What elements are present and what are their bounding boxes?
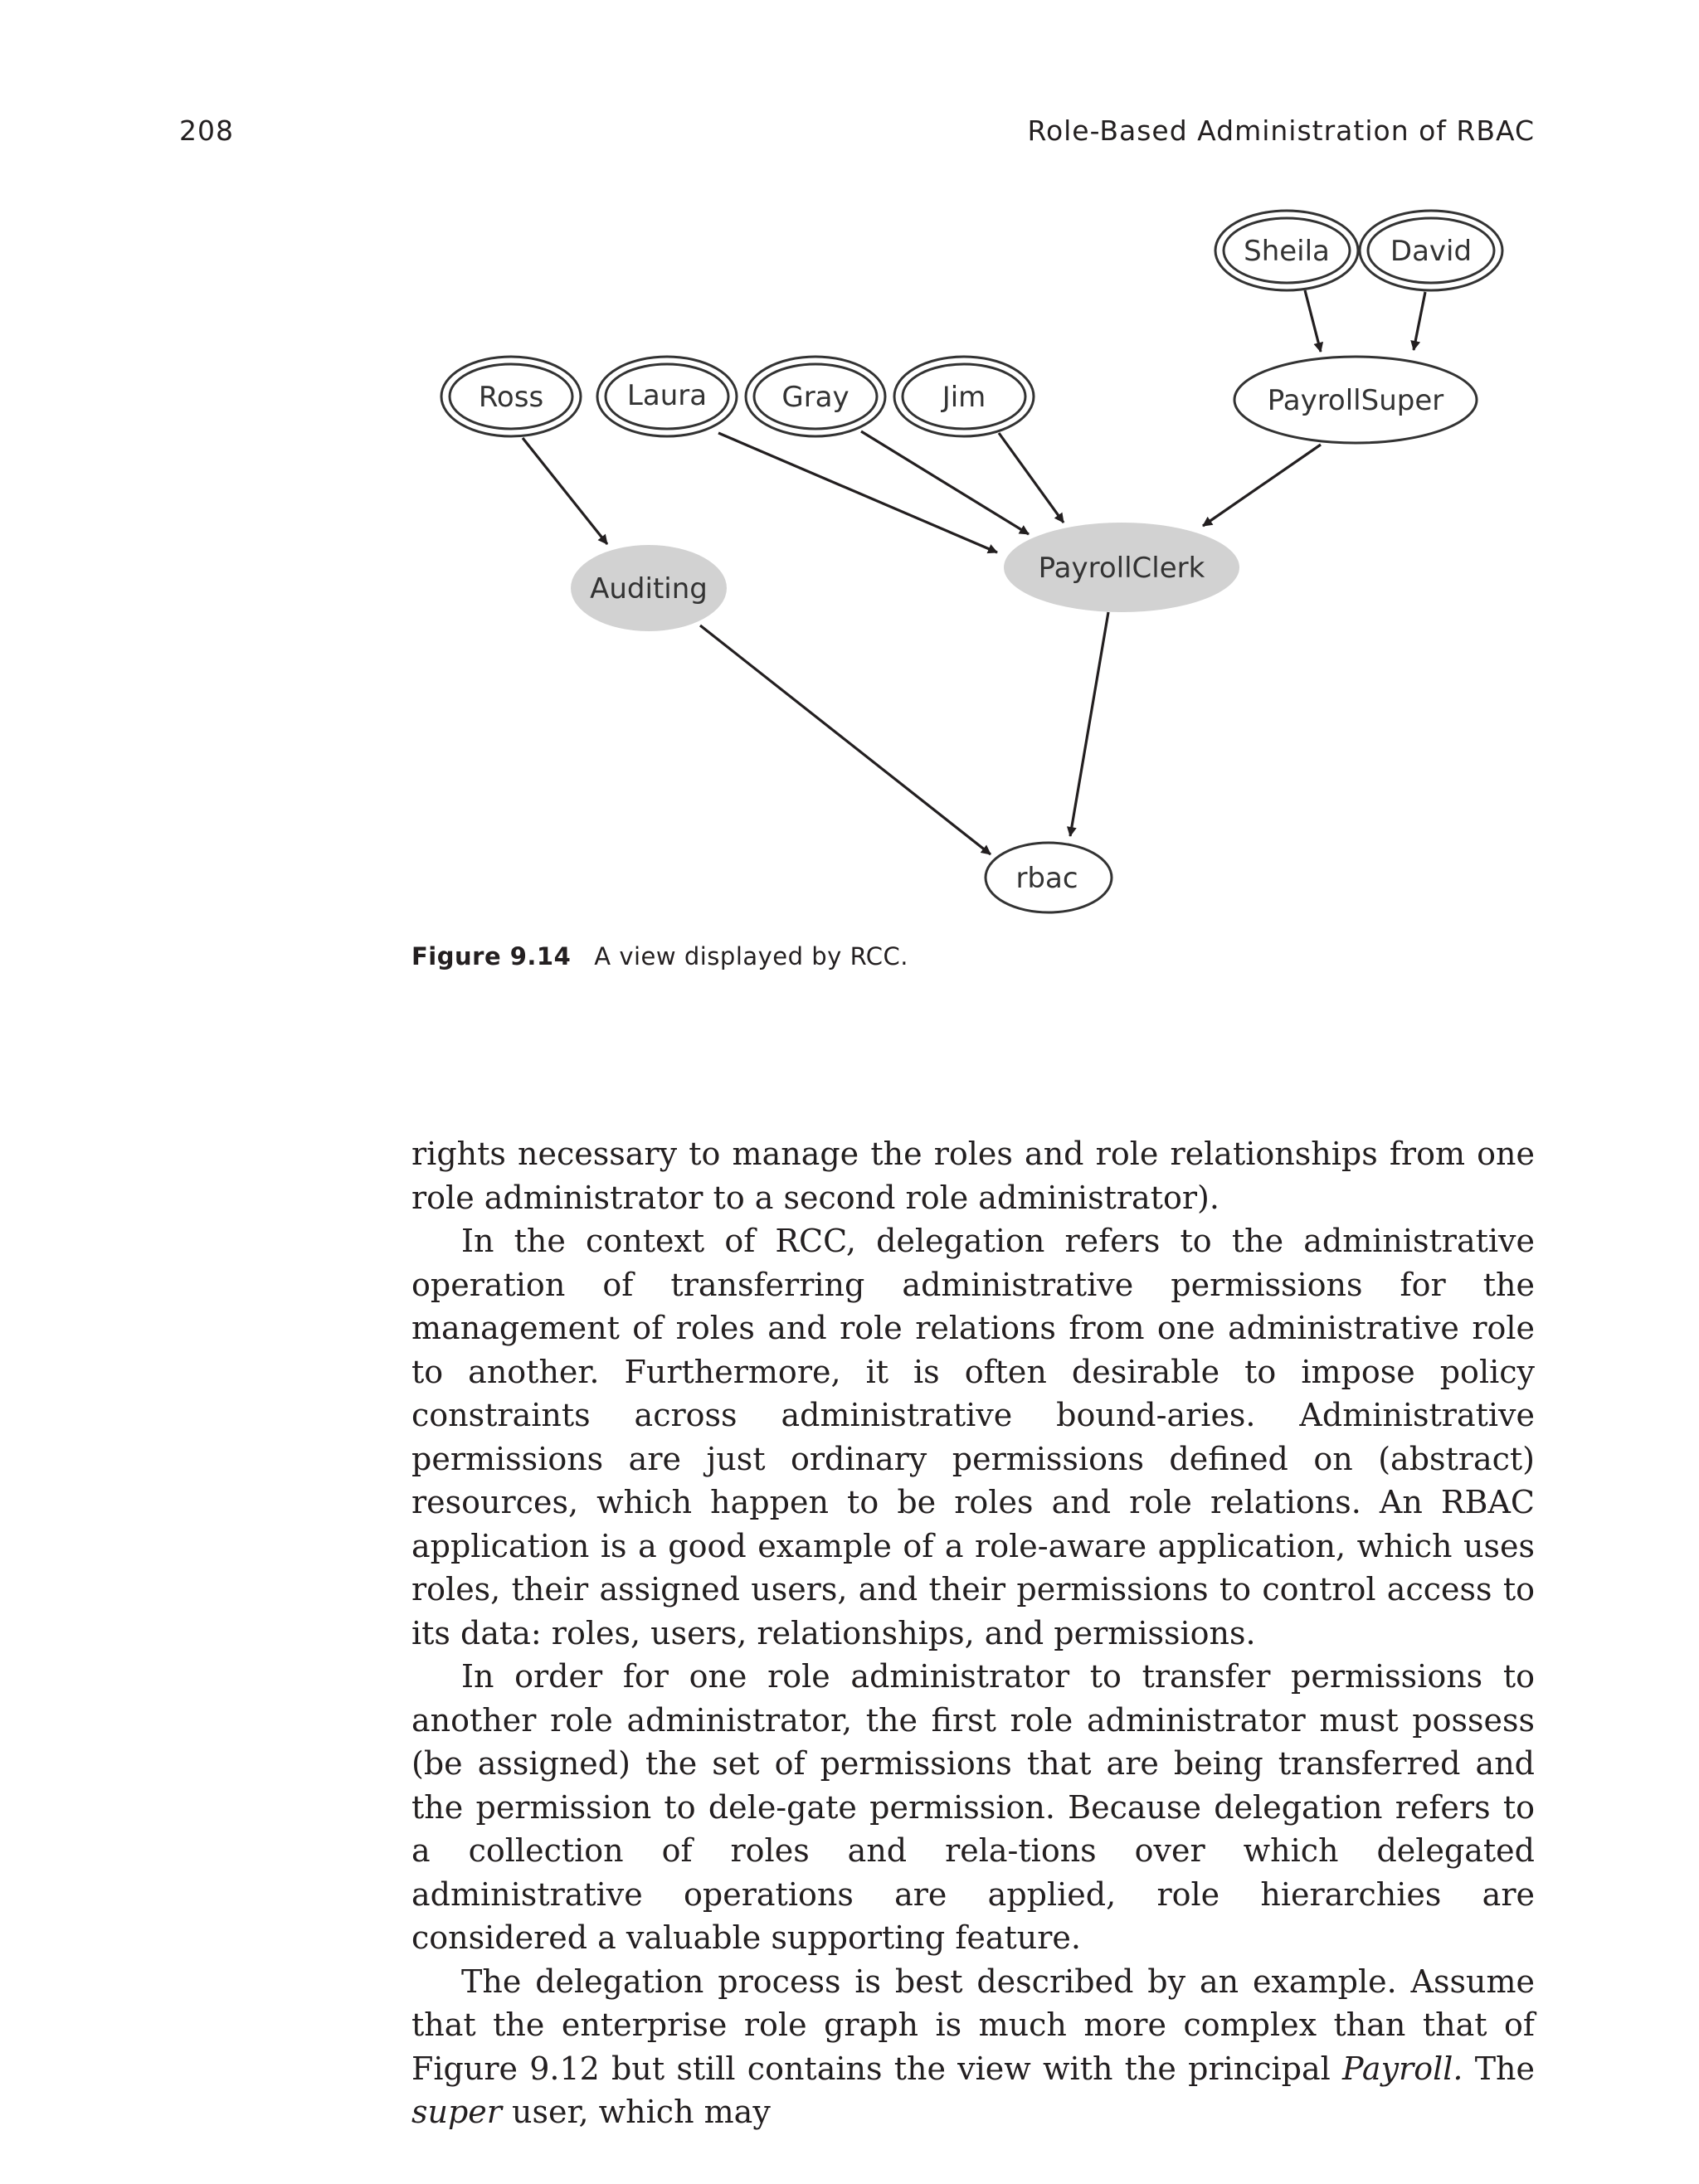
node-label-laura: Laura	[626, 379, 708, 412]
paragraph-4	[411, 1960, 1535, 2134]
figure-caption-label: Figure 9.14	[411, 942, 572, 970]
edge-payrollclerk-rbac	[1070, 612, 1108, 836]
edge-laura-payrollclerk	[718, 433, 997, 552]
paragraph-4-italic-super: super	[411, 2094, 502, 2130]
paragraph-2: In the context of RCC, delegation refers to the administrative operation of transferring administrative permissions for the management of roles and role relations from one administrative role to another. Furthermore, it is often desirable to impose policy constraints across administrative bound-aries. Administrative permissions are just ordinary permissions defined on (abstract) resources, which happen to be roles and role relations. An RBAC application is a good example of a role-aware application, which uses roles, their assigned users, and their permissions to control access to its data: roles, users, relationships, and permissions.	[411, 1223, 1535, 1651]
role-graph-svg	[0, 0, 1699, 995]
node-label-ross: Ross	[478, 381, 544, 414]
paragraph-4-part-b: The	[1463, 2050, 1536, 2087]
role-graph-figure	[0, 0, 1699, 995]
edge-ross-auditing	[523, 438, 607, 544]
node-label-payrollclerk: PayrollClerk	[1038, 552, 1205, 585]
edge-payrollsuper-payrollclerk	[1203, 445, 1321, 526]
figure-caption	[411, 942, 1490, 970]
paragraph-4-part-c: user, which may	[501, 2094, 771, 2130]
paragraph-3: In order for one role administrator to transfer permissions to another role administrator, the first role administrator must possess (be assigned) the set of permissions that are being transferred and the permission to dele-gate permission. Because delegation refers to a collection of roles and rela-tions over which delegated administrative operations are applied, role hierarchies are considered a valuable supporting feature.	[411, 1658, 1535, 1956]
node-label-gray: Gray	[781, 381, 850, 414]
paragraph-4-part-a: The delegation process is best described by an example. Assume that the enterprise role graph is much more complex than that of Figure 9.12 but still contains the view with the principal	[411, 1963, 1535, 2087]
figure-caption-text: A view displayed by RCC.	[594, 942, 908, 970]
node-label-sheila: Sheila	[1244, 235, 1330, 268]
edge-sheila-payrollsuper	[1305, 290, 1321, 352]
body-text	[411, 1132, 1535, 2134]
node-label-auditing: Auditing	[590, 572, 708, 606]
node-label-david: David	[1390, 235, 1473, 268]
paragraph-4-italic-payroll: Payroll.	[1342, 2050, 1463, 2087]
chapter-title: Role-Based Administration of RBAC	[1027, 114, 1535, 147]
edge-david-payrollsuper	[1414, 292, 1425, 350]
page-number: 208	[179, 114, 234, 147]
node-label-payrollsuper: PayrollSuper	[1267, 384, 1444, 417]
edge-jim-payrollclerk	[999, 433, 1064, 523]
edge-auditing-rbac	[700, 625, 991, 854]
node-label-jim: Jim	[942, 381, 986, 414]
node-label-rbac: rbac	[1015, 862, 1078, 895]
edge-gray-payrollclerk	[861, 431, 1029, 534]
paragraph-1: rights necessary to manage the roles and role relationships from one role administrator to a second role administrator).	[411, 1136, 1535, 1216]
